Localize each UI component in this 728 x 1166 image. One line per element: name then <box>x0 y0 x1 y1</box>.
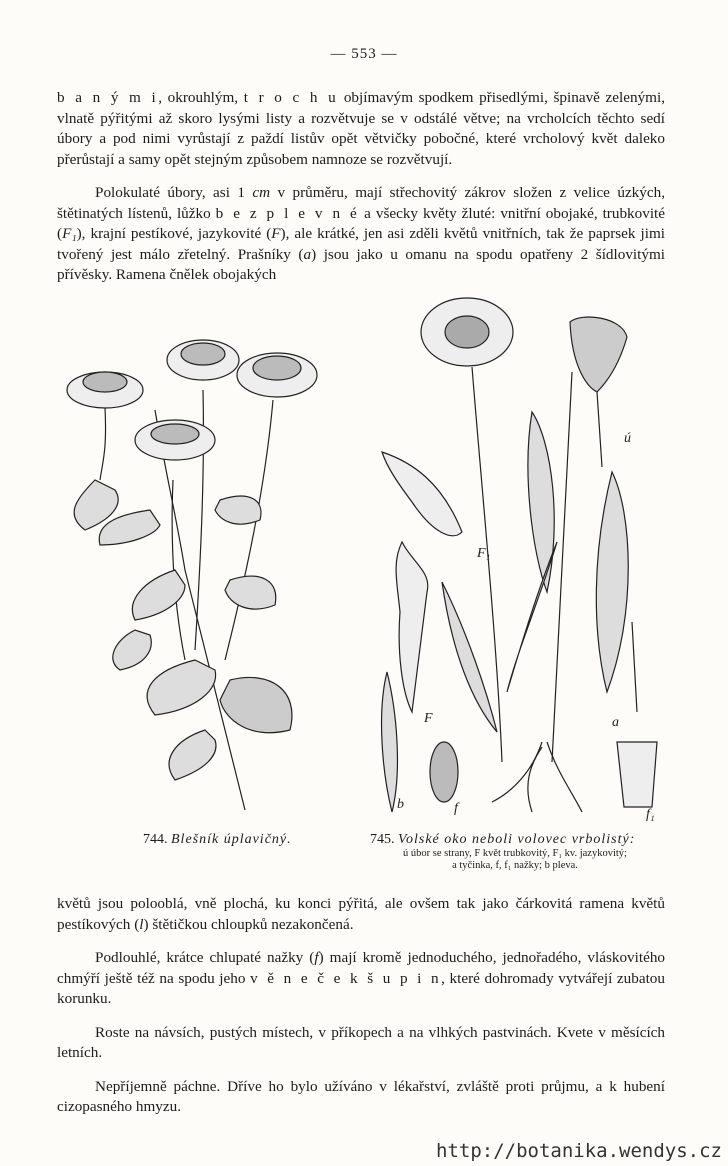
tubular-floret <box>396 542 428 712</box>
leaf <box>147 660 215 715</box>
flower-head-4 <box>135 420 215 460</box>
leaf <box>220 677 292 732</box>
stamen <box>632 622 637 712</box>
caption-745: 745. Volské oko neboli volovec vrbolistý: ú úbor se strany, F květ trubkovitý, F₁ kv. jazykovitý; a tyčinka, f, f₁ nažky; b pleva. <box>370 832 636 871</box>
paragraph-1: b a n ý m i, okrouhlým, t r o c h u objímavým spodkem přisedlými, špinavě zelenými, vlnatě pýřitými až skoro lysými listy a rozvětvuje se v odstálé větve; na vrcholcích těchto sedí úbory a pod nimi vyrůstají z paždí listův opět větvičky pobočné, které vrcholový květ daleko přerůstají a samy opět stejným způsobem namnoze se rozvětvují. <box>57 89 665 168</box>
leaf <box>442 582 497 732</box>
flower-head-1 <box>67 372 143 480</box>
paragraph-6: Nepříjemně páchne. Dříve ho bylo užíváno v lékařství, zvláště proti průjmu, a k hubení cizopasného hmyzu. <box>57 1077 665 1115</box>
label-f1: f₁ <box>646 807 655 822</box>
top-text-block <box>57 88 665 286</box>
paragraph-5: Roste na návsích, pustých místech, v příkopech a na vlhkých pastvinách. Kvete v měsících letních. <box>57 1023 665 1061</box>
leaf <box>225 576 276 609</box>
label-F1: F₁ <box>477 546 491 561</box>
stem-2 <box>552 372 572 762</box>
label-F: F <box>424 711 433 726</box>
bottom-text-block <box>57 894 665 1118</box>
roots <box>492 742 582 812</box>
flower-head-3 <box>237 353 317 397</box>
leaf <box>507 542 557 692</box>
leaf <box>169 730 216 780</box>
paragraph-2: Polokulaté úbory, asi 1 cm v průměru, mají střechovitý zákrov složen z velice úzkých, štětinatých lístenů, lůžko b e z p l e v n é a všecky květy žluté: vnitřní obojaké, trubkovité (F₁), krajní pestíkové, jazykovité (F), ale krátké, jen asi zděli květů vnitřních, tak že paprsek jimi tvořený jest málo zřetelný. Prašníky (a) jsou jako u omanu na spodu opatřeny 2 šídlovitými přívěsky. Ramena čnělek obojakých <box>57 184 666 283</box>
main-flower-head <box>421 298 513 366</box>
page-number: — 553 — <box>330 46 398 62</box>
label-b: b <box>397 797 404 812</box>
paragraph-3: květů jsou polooblá, vně plochá, ku konci pýřitá, ale ovšem tak jako čárkovitá ramena květů pestíkových (l) štětičkou chloupků nezakončená. <box>57 895 665 933</box>
flower-head-2 <box>167 340 239 380</box>
leaf <box>528 412 554 592</box>
chaff-scale <box>382 672 398 812</box>
ray-floret <box>382 452 462 536</box>
paragraph-4: Podlouhlé, krátce chlupaté nažky (f) mají kromě jednoduchého, jednořadého, vláskovitého chmýří ještě též na spodu jeho v ě n e č e k š u p i n, které dohromady vytvářejí zubatou korunku. <box>57 949 666 1007</box>
leaf <box>596 472 628 692</box>
leaf <box>215 496 261 524</box>
figure-745-illustration <box>372 292 672 822</box>
label-a: a <box>612 715 619 730</box>
leaf <box>113 630 151 670</box>
stem-3 <box>225 400 273 660</box>
side-flower-head <box>570 317 627 467</box>
figure-744-illustration <box>55 330 325 820</box>
achene-f <box>430 742 458 802</box>
footer-url[interactable]: http://botanika.wendys.cz <box>436 1140 722 1162</box>
achene-f1 <box>617 742 657 807</box>
label-f: f <box>454 801 458 816</box>
label-u: ú <box>624 431 631 446</box>
caption-744: 744. Blešník úplavičný. <box>143 832 292 847</box>
